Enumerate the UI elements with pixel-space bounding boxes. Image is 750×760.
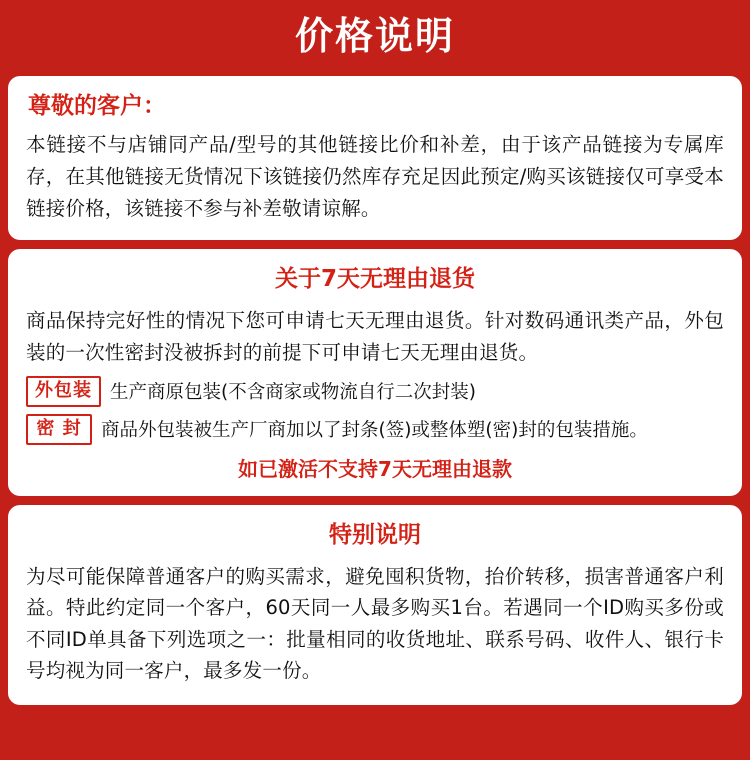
return-policy-card — [8, 249, 742, 496]
tag-text-outer-packaging: 生产商原包装(不含商家或物流自行二次封装) — [110, 382, 476, 404]
special-notice-card — [8, 505, 742, 705]
special-notice-heading: 特别说明 — [329, 521, 421, 548]
special-notice-body: 为尽可能保障普通客户的购买需求，避免囤积货物，抬价转移，损害普通客户利益。特此约定同一个客户，60天同一人最多购买1台。若遇同一个ID购买多份或不同ID单具备下列选项之一：批量相同的收货地址、联系号码、收件人、银行卡号均视为同一客户，最多发一份。 — [26, 564, 724, 683]
activation-warning: 如已激活不支持7天无理由退款 — [238, 456, 512, 481]
tag-text-sealed: 商品外包装被生产厂商加以了封条(签)或整体塑(密)封的包装措施。 — [101, 420, 648, 442]
page-title: 价格说明 — [294, 14, 455, 58]
customer-notice-card — [8, 76, 742, 241]
return-policy-tag-row — [26, 414, 724, 445]
tag-label-sealed: 密 封 — [26, 414, 92, 445]
tag-label-outer-packaging: 外包装 — [26, 376, 101, 407]
return-policy-body: 商品保持完好性的情况下您可申请七天无理由退货。针对数码通讯类产品，外包装的一次性密封没被拆封的前提下可申请七天无理由退货。 — [26, 309, 724, 364]
return-policy-tag-row — [26, 376, 724, 407]
return-policy-heading: 关于7天无理由退货 — [274, 266, 475, 293]
customer-notice-heading: 尊敬的客户： — [28, 92, 166, 119]
customer-notice-body: 本链接不与店铺同产品/型号的其他链接比价和补差，由于该产品链接为专属库存，在其他链接无货情况下该链接仍然库存充足因此预定/购买该链接仅可享受本链接价格，该链接不参与补差敬请谅解。 — [26, 133, 724, 220]
